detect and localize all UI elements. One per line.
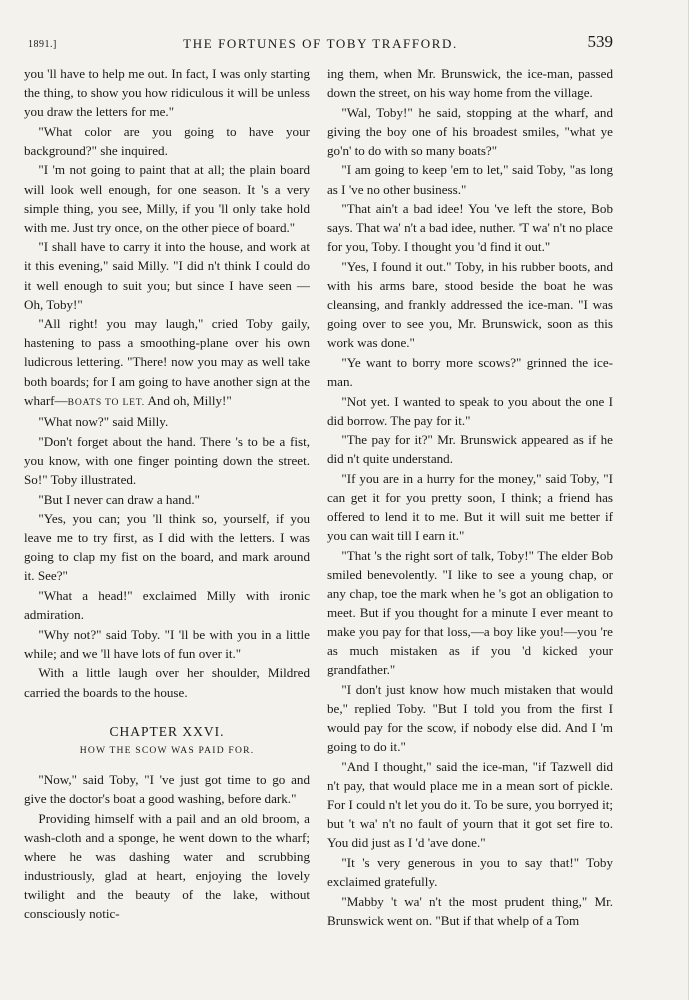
paragraph: "Ye want to borry more scows?" grinned the ice-man. xyxy=(327,354,613,389)
paragraph: "It 's very generous in you to say that!" Toby exclaimed gratefully. xyxy=(327,854,613,889)
paragraph: "Yes, you can; you 'll think so, yourself, if you leave me to try first, as I did with the letters. I was going to clap my fist on the board, and mark around it. See?" xyxy=(24,511,310,584)
paragraph: "Mabby 't wa' n't the most prudent thing," Mr. Brunswick went on. "But if that whelp of a Tom xyxy=(327,893,613,928)
paragraph: you 'll have to help me out. In fact, I was only starting the thing, to show you how ridiculous it will be unless you draw the letters for me." xyxy=(24,66,310,120)
running-header xyxy=(28,28,613,58)
paragraph: "Not yet. I wanted to speak to you about the one I did borrow. The pay for it." xyxy=(327,393,613,428)
left-column xyxy=(24,64,310,924)
header-title: THE FORTUNES OF TOBY TRAFFORD. xyxy=(183,36,458,51)
paragraph: "What color are you going to have your background?" she inquired. xyxy=(24,123,310,158)
paragraph: "I 'm not going to paint that at all; the plain board will look well enough, for one season. It 's a very simple thing, you see, Milly, if you 'll only take hold with me. Just try once, on the other piece of board." xyxy=(24,162,310,235)
paragraph: "If you are in a hurry for the money," said Toby, "I can get it for you pretty soon, I think; a friend has offered to lend it to me. But it will suit me better if you can wait till I earn it." xyxy=(327,470,613,544)
chapter-heading: CHAPTER XXVI. xyxy=(109,723,225,739)
header-year: 1891.] xyxy=(28,39,57,50)
paragraph: "The pay for it?" Mr. Brunswick appeared as if he did n't quite understand. xyxy=(327,432,613,467)
paragraph-text: "All right! you may laugh," cried Toby gaily, hastening to pass a smoothing-plane over his own ludicrous lettering. "There! now you may as well take both boards; for I am going to have another sign at the wharf— xyxy=(24,316,310,408)
paragraph: "What now?" said Milly. xyxy=(38,414,169,430)
paragraph: "But I never can draw a hand." xyxy=(38,491,200,507)
paragraph: "That ain't a bad idee! You 've left the store, Bob says. That wa' n't a bad idee, nuther. 'T wa' n't no place for you, Toby. I thought you 'd find it out." xyxy=(327,201,613,255)
paragraph: "What a head!" exclaimed Milly with ironic admiration. xyxy=(24,588,310,623)
paragraph: "That 's the right sort of talk, Toby!" The elder Bob smiled benevolently. "I like to see a young chap, or any chap, toe the mark when he 's got an obligation to meet. But if you thought for a minute I ever meant to make you pay for that loss,—a boy like you!—you 're as much mistaken as if you 'd kicked your grandfather." xyxy=(327,547,613,678)
paragraph: "I am going to keep 'em to let," said Toby, "as long as I 've no other business." xyxy=(327,162,613,197)
paragraph: With a little laugh over her shoulder, Mildred carried the boards to the house. xyxy=(24,665,310,700)
paragraph: "I don't just know how much mistaken that would be," replied Toby. "But I told you from the first I would pay for the scow, if nobody else did. And I 'm going to do it." xyxy=(327,682,613,755)
paragraph: "Wal, Toby!" he said, stopping at the wharf, and giving the boy one of his broadest smiles, "what ye go'n' to do with so many boats?" xyxy=(327,104,613,158)
chapter-subtitle: HOW THE SCOW WAS PAID FOR. xyxy=(79,745,255,757)
paragraph: "And I thought," said the ice-man, "if Tazwell did n't pay, that would place me in a mean sort of pickle. For I could n't let you do it. To be sure, you borryed it; but 't wa' n't no fault of yourn that it got set fire to. You did just as I 'd 'ave done." xyxy=(327,758,613,851)
paragraph xyxy=(24,314,310,411)
paragraph: "Why not?" said Toby. "I 'll be with you in a little while; and we 'll have lots of fun over it." xyxy=(24,626,310,661)
paragraph: "Yes, I found it out." Toby, in his rubber boots, and with his arms bare, stood beside the boat he was cleansing, and frankly addressed the ice-man. "I was going over to see you, Mr. Brunswick, soon as this work was done." xyxy=(327,258,613,351)
paragraph: "Don't forget about the hand. There 's to be a fist, you know, with one finger pointing down the street. So!" Toby illustrated. xyxy=(24,433,310,487)
sign-text: BOATS TO LET. xyxy=(67,396,145,408)
paragraph: Providing himself with a pail and an old broom, a wash-cloth and a sponge, he went down to the wharf; where he was dashing water and scrubbing industriously, glad at heart, enjoying the lovely twilight and the beauty of the lake, without consciously notic- xyxy=(24,810,310,922)
paragraph-tail: And oh, Milly!" xyxy=(144,392,232,408)
paragraph: "I shall have to carry it into the house, and work at it this evening," said Milly. "I did n't think I could do it well enough to suit you; but since I have seen — Oh, Toby!" xyxy=(24,239,310,312)
paragraph: "Now," said Toby, "I 've just got time to go and give the doctor's boat a good washing, before dark." xyxy=(24,772,310,807)
paragraph: ing them, when Mr. Brunswick, the ice-man, passed down the street, on his way home from the village. xyxy=(327,66,613,101)
right-column xyxy=(327,64,613,930)
page-number: 539 xyxy=(587,32,613,51)
